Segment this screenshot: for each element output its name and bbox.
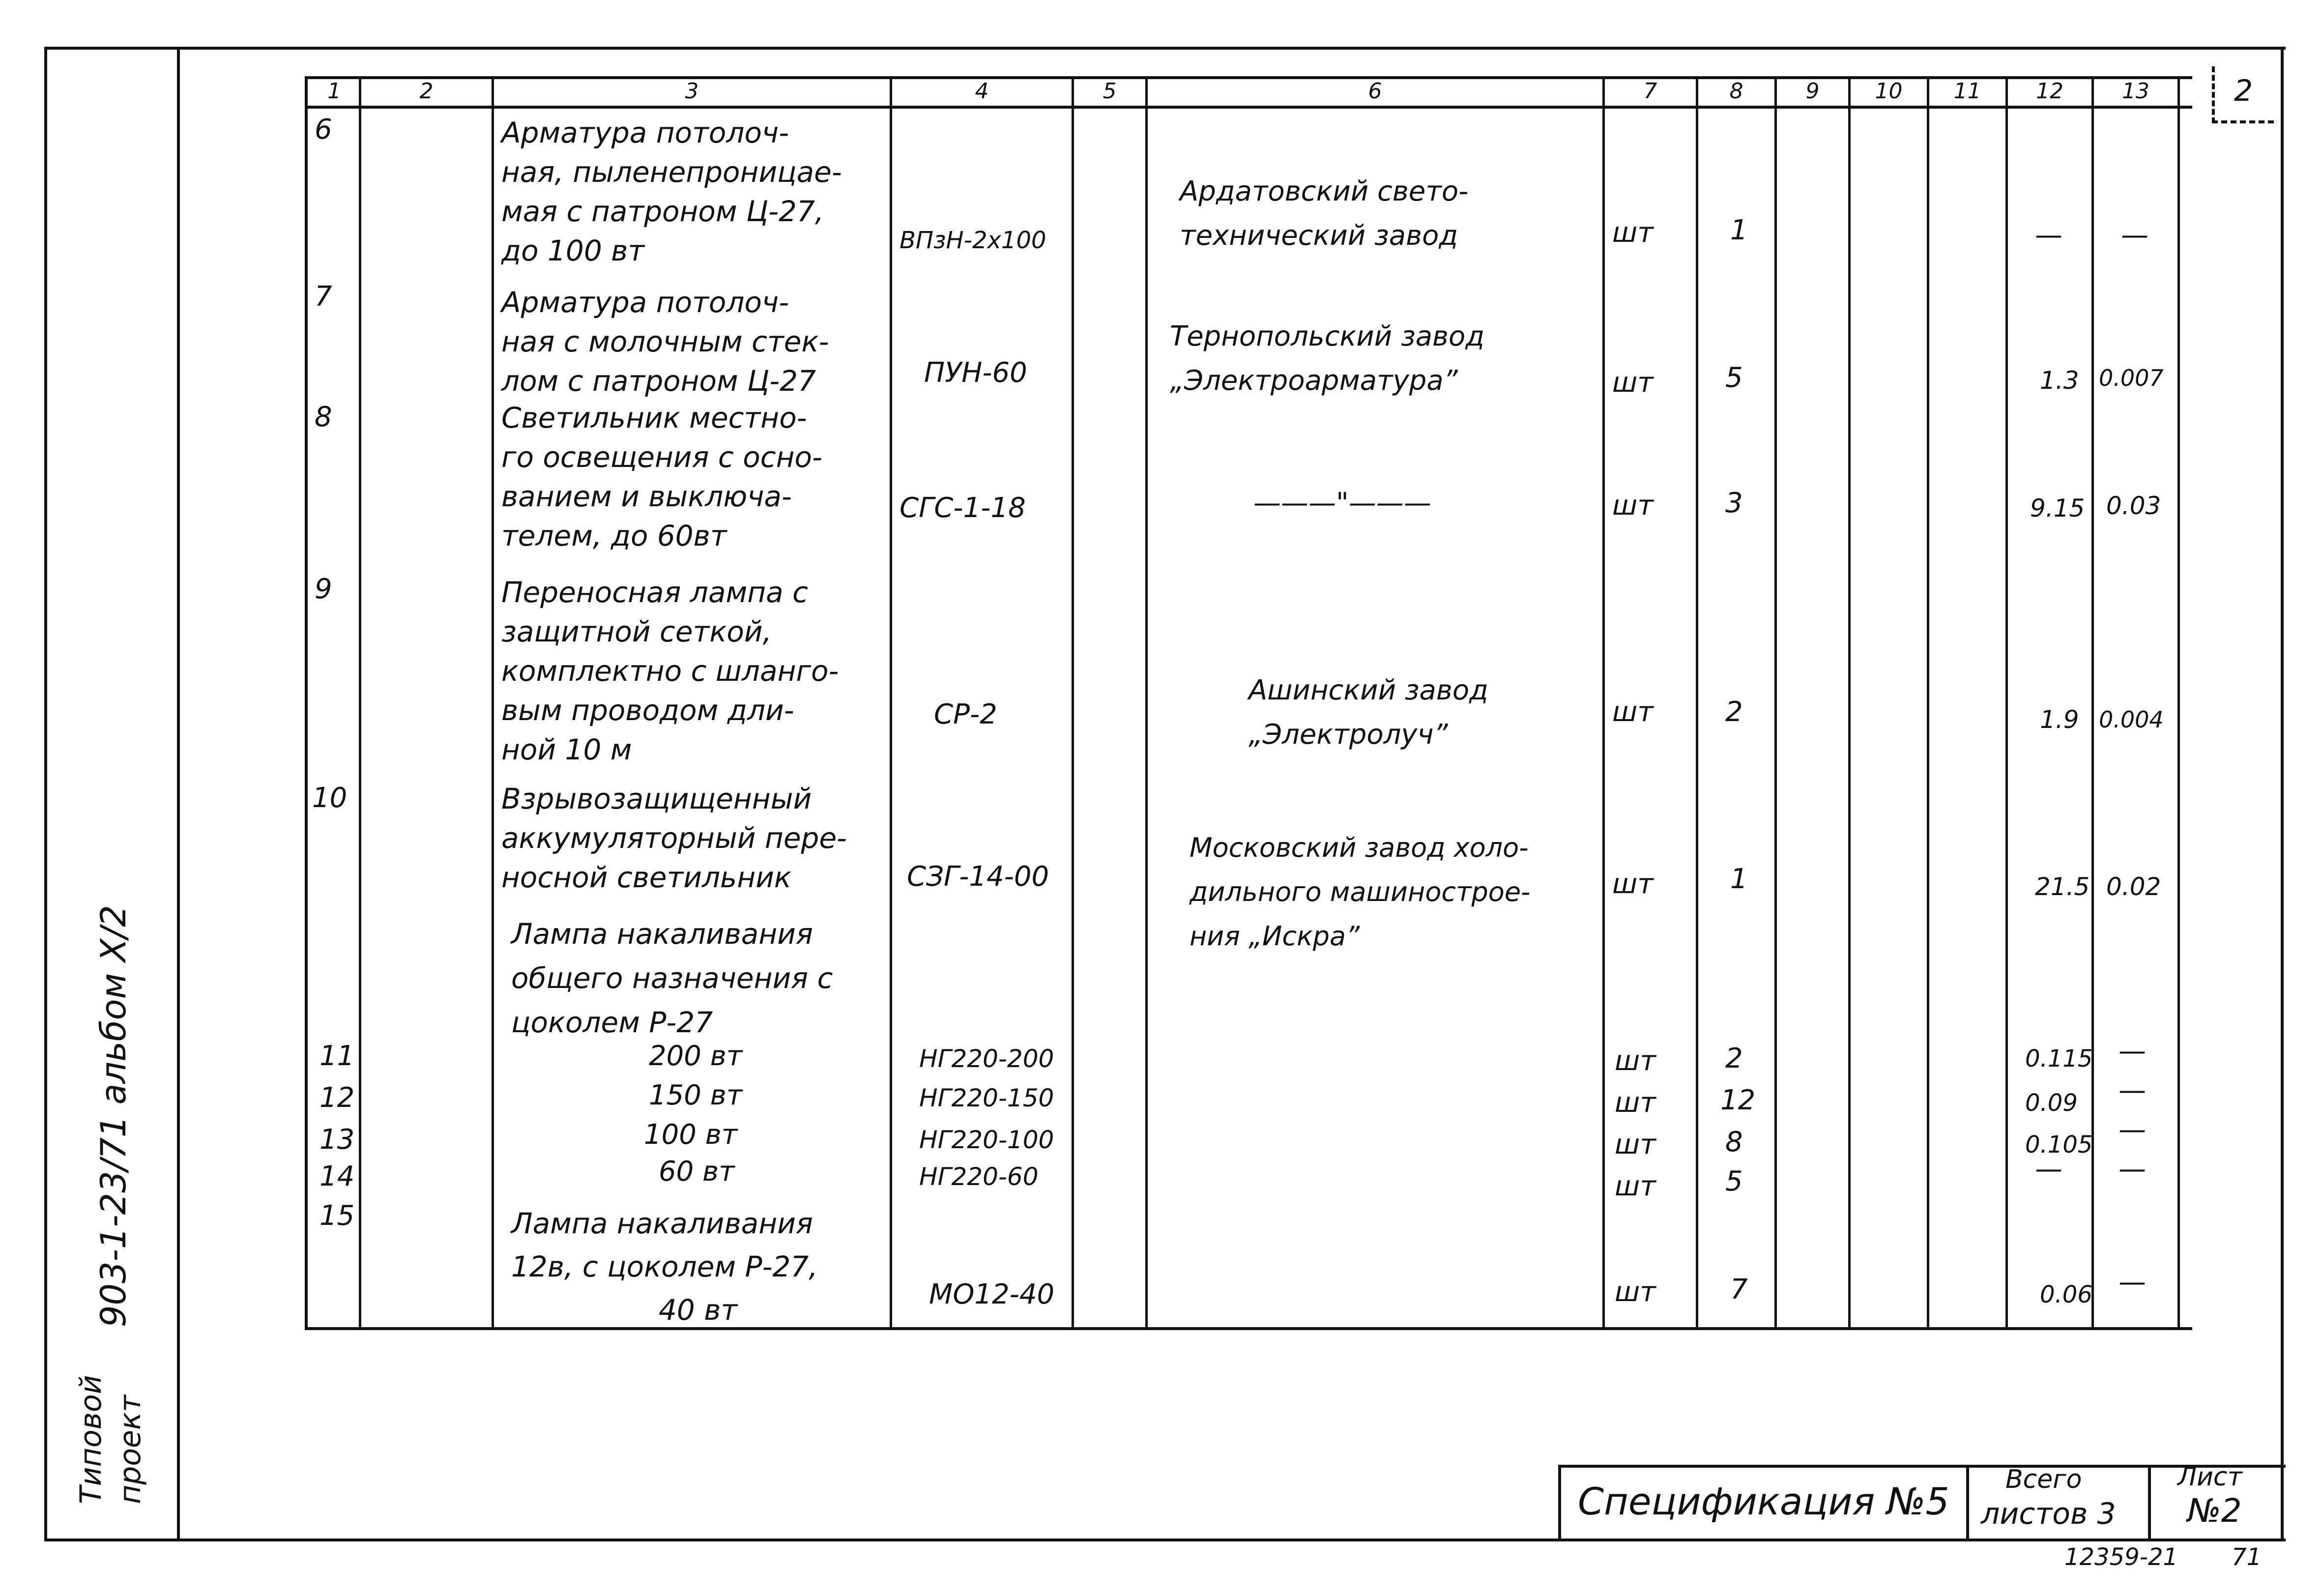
row-description: Арматура потолоч- ная с молочным стек- лом с патроном Ц-27 [501, 286, 829, 398]
row-type: СЗГ-14-00 [907, 861, 1049, 893]
col-header: 9 [1805, 79, 1820, 104]
stamp-sheet-label: Лист [2177, 1462, 2242, 1492]
stamp-sheet-number: №2 [2187, 1492, 2242, 1530]
frame-bottom [44, 1538, 2286, 1541]
row-unit: шт [1615, 1170, 1656, 1202]
row-position: 9 [315, 573, 332, 605]
col-line [1927, 76, 1929, 1330]
row-position: 10 [312, 782, 348, 814]
row-type: СР-2 [934, 698, 997, 730]
row-unit: шт [1615, 1045, 1656, 1077]
row-description: 100 вт [644, 1119, 738, 1151]
row-description: 200 вт [649, 1040, 743, 1072]
row-type: НГ220-100 [919, 1126, 1054, 1154]
row-description: Лампа накаливания общего назначения с цоколем Р-27 [511, 917, 833, 1039]
row-description: Переносная лампа с защитной сеткой, комплектно с шланго- вым проводом дли- ной 10 м [501, 576, 839, 766]
stamp-total-label: Всего [2005, 1465, 2082, 1494]
row-type: НГ220-150 [919, 1084, 1054, 1112]
binding-strip-line [177, 47, 180, 1541]
row-quantity: 2 [1725, 696, 1743, 728]
frame-right [2281, 47, 2284, 1541]
row-maker: Московский завод холо- дильного машинострое- ния „Искра” [1190, 832, 1531, 952]
row-description: 60 вт [659, 1156, 735, 1188]
stamp-total-sheets: листов 3 [1981, 1497, 2116, 1531]
frame-left [44, 47, 47, 1541]
row-col12: 0.115 [2025, 1045, 2093, 1073]
col-header: 7 [1643, 79, 1657, 104]
stamp-left-line [1558, 1465, 1561, 1541]
col-line [1145, 76, 1148, 1330]
col-line [1602, 76, 1605, 1330]
col-line [1774, 76, 1777, 1330]
side-title-typical: Типовой [74, 1375, 108, 1504]
row-quantity: 1 [1730, 863, 1748, 895]
row-col13: — [2119, 1074, 2146, 1106]
stamp-top-line [1558, 1465, 2286, 1468]
row-col13: — [2121, 219, 2148, 251]
row-col13: 0.004 [2099, 706, 2164, 733]
col-header: 11 [1953, 79, 1981, 104]
row-col13: — [2119, 1035, 2146, 1067]
frame-top [44, 47, 2286, 50]
row-position: 7 [315, 281, 332, 313]
row-quantity: 3 [1725, 487, 1743, 519]
row-position: 13 [319, 1124, 355, 1156]
row-type: МО12-40 [929, 1278, 1055, 1310]
row-type: СГС-1-18 [900, 492, 1026, 524]
stamp-divider [1966, 1465, 1969, 1541]
row-unit: шт [1612, 490, 1654, 522]
row-col13: 0.03 [2106, 492, 2161, 520]
row-col12: 9.15 [2030, 494, 2085, 522]
col-line [890, 76, 892, 1330]
row-quantity: 2 [1725, 1043, 1743, 1074]
stamp-divider [2148, 1465, 2151, 1541]
row-maker: Ашинский завод „Электролуч” [1248, 674, 1488, 751]
row-unit: шт [1612, 217, 1654, 249]
row-type: ВПзН-2х100 [900, 227, 1046, 254]
col-line [492, 76, 494, 1330]
page-number: 71 [2232, 1543, 2262, 1571]
col-header: 13 [2122, 79, 2149, 104]
row-quantity: 5 [1725, 362, 1743, 394]
row-position: 6 [315, 114, 332, 145]
side-title-project: проект [113, 1394, 147, 1504]
row-position: 8 [315, 401, 332, 433]
stamp-title: Спецификация №5 [1578, 1480, 1949, 1523]
col-line [1848, 76, 1851, 1330]
table-left-line [305, 76, 308, 1330]
row-unit: шт [1612, 367, 1654, 399]
row-description: Арматура потолоч- ная, пыленепроницае- мая с патроном Ц-27, до 100 вт [501, 116, 842, 267]
row-maker: Тернопольский завод „Электроарматура” [1170, 320, 1485, 397]
col-line [1696, 76, 1698, 1330]
row-quantity: 5 [1725, 1165, 1743, 1197]
row-unit: шт [1615, 1276, 1656, 1308]
col-header: 12 [2036, 79, 2063, 104]
row-quantity: 8 [1725, 1126, 1743, 1158]
row-col13: — [2119, 1153, 2146, 1185]
row-unit: шт [1612, 696, 1654, 728]
drawing-number: 12359-21 [2064, 1543, 2178, 1571]
col-header: 8 [1729, 79, 1743, 104]
row-col13: — [2119, 1266, 2146, 1298]
row-col12: 1.9 [2040, 705, 2079, 734]
row-col12: 21.5 [2035, 872, 2090, 901]
col-line [359, 76, 361, 1330]
row-col12: 0.06 [2040, 1281, 2092, 1308]
row-description: 150 вт [649, 1079, 743, 1111]
row-unit: шт [1615, 1087, 1656, 1119]
row-type: НГ220-200 [919, 1045, 1054, 1073]
row-quantity: 1 [1730, 214, 1748, 246]
table-header-line [305, 106, 2192, 109]
row-col13: 0.007 [2099, 365, 2164, 391]
row-position: 11 [319, 1040, 355, 1072]
col-line [2177, 76, 2180, 1330]
row-col13: — [2119, 1114, 2146, 1146]
row-description: Взрывозащищенный аккумуляторный пере- носной светильник [501, 782, 847, 894]
row-col13: 0.02 [2106, 872, 2161, 901]
row-col12: 1.3 [2040, 366, 2079, 395]
col-header: 10 [1875, 79, 1903, 104]
row-quantity: 7 [1730, 1274, 1748, 1306]
col-line [2005, 76, 2008, 1330]
col-line [1072, 76, 1074, 1330]
row-col12: 0.09 [2025, 1089, 2078, 1117]
row-unit: шт [1615, 1129, 1656, 1161]
row-maker: Ардатовский свето- технический завод [1180, 175, 1469, 252]
col-header: 1 [327, 79, 341, 104]
row-type: ПУН-60 [924, 357, 1027, 389]
row-col12: — [2035, 219, 2062, 251]
col-header: 4 [975, 79, 989, 104]
row-maker: ———"——— [1253, 487, 1431, 519]
row-position: 15 [319, 1200, 355, 1232]
row-col12: 0.105 [2025, 1131, 2093, 1159]
row-col12: — [2035, 1153, 2062, 1185]
col-header: 3 [685, 79, 699, 104]
row-description: Лампа накаливания 12в, с цоколем Р-27, 40 вт [511, 1207, 818, 1327]
row-description: Светильник местно- го освещения с осно- ванием и выключа- телем, до 60вт [501, 401, 822, 552]
row-unit: шт [1612, 868, 1654, 900]
corner-mark: 2 [2234, 74, 2253, 108]
col-header: 2 [419, 79, 434, 104]
side-code: 903-1-23/71 альбом X/2 [93, 905, 134, 1327]
row-quantity: 12 [1720, 1084, 1756, 1116]
row-type: НГ220-60 [919, 1162, 1039, 1191]
col-header: 6 [1368, 79, 1382, 104]
row-position: 14 [319, 1161, 355, 1192]
row-position: 12 [319, 1082, 355, 1114]
col-header: 5 [1103, 79, 1117, 104]
